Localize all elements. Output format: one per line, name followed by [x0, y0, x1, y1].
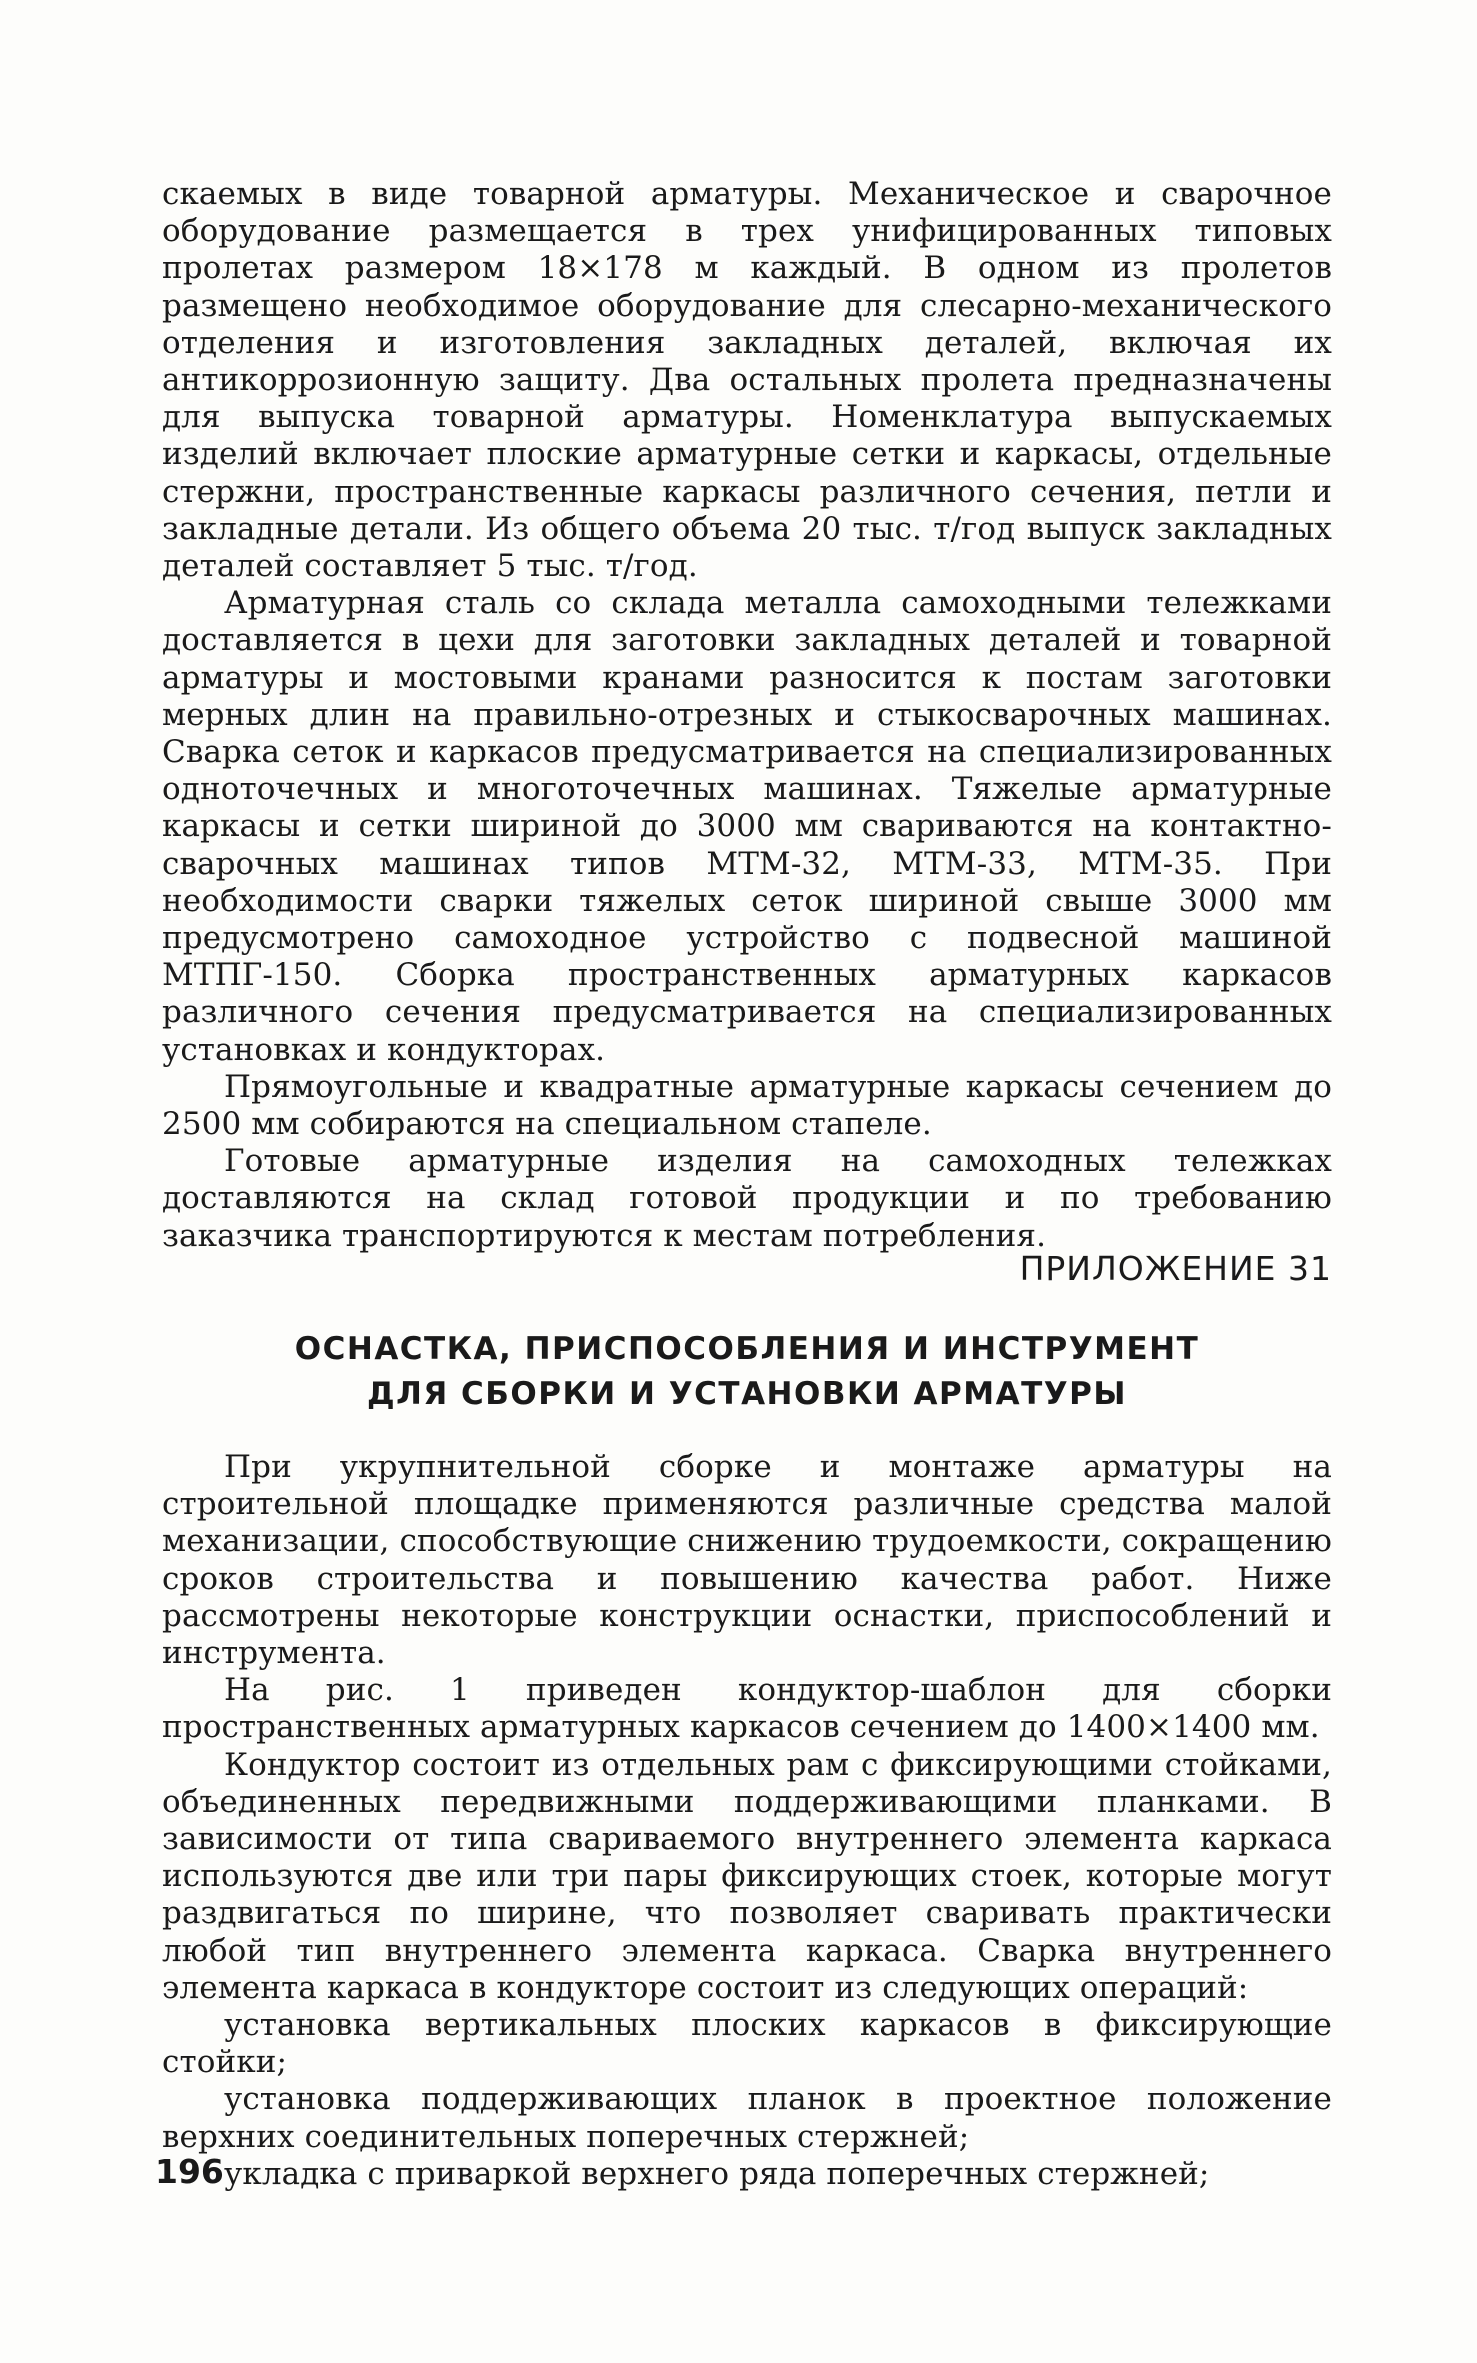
top-text-block — [162, 176, 1332, 1255]
paragraph-reinforcing-steel: Арматурная сталь со склада металла самоходными тележками доставляется в цехи для заготовки закладных деталей и товарной арматуры и мостовыми кранами разносится к постам заготовки мерных длин на правильно-отрезных и стыкосварочных машинах. Сварка сеток и каркасов предусматривается на специализированных одноточечных и многоточечных машинах. Тяжелые арматурные каркасы и сетки шириной до 3000 мм свариваются на контактно-сварочных машинах типов МТМ-32, МТМ-33, МТМ-35. При необходимости сварки тяжелых сеток шириной свыше 3000 мм предусмотрено самоходное устройство с подвесной машиной МТПГ-150. Сборка пространственных арматурных каркасов различного сечения предусматривается на специализированных установках и кондукторах. — [162, 585, 1332, 1068]
paragraph-intro: При укрупнительной сборке и монтаже арматуры на строительной площадке применяются различные средства малой механизации, способствующие снижению трудоемкости, сокращению сроков строительства и повышению качества работ. Ниже рассмотрены некоторые конструкции оснастки, приспособлений и инструмента. — [162, 1449, 1332, 1672]
paragraph-finished-products: Готовые арматурные изделия на самоходных тележках доставляются на склад готовой продукции и по требованию заказчика транспортируются к местам потребления. — [162, 1143, 1332, 1254]
section-title-line-2: ДЛЯ СБОРКИ И УСТАНОВКИ АРМАТУРЫ — [366, 1376, 1127, 1412]
paragraph-figure-reference: На рис. 1 приведен кондуктор-шаблон для сборки пространственных арматурных каркасов сечением до 1400×1400 мм. — [162, 1672, 1332, 1746]
page-number: 196 — [155, 2152, 224, 2191]
bottom-text-block — [162, 1449, 1332, 2193]
list-item-operation-1: установка вертикальных плоских каркасов в фиксирующие стойки; — [162, 2007, 1332, 2081]
section-title — [162, 1327, 1332, 1417]
paragraph-continuation: скаемых в виде товарной арматуры. Механическое и сварочное оборудование размещается в трех унифицированных типовых пролетах размером 18×178 м каждый. В одном из пролетов размещено необходимое оборудование для слесарно-механического отделения и изготовления закладных деталей, включая их антикоррозионную защиту. Два остальных пролета предназначены для выпуска товарной арматуры. Номенклатура выпускаемых изделий включает плоские арматурные сетки и каркасы, отдельные стержни, пространственные каркасы различного сечения, петли и закладные детали. Из общего объема 20 тыс. т/год выпуск закладных деталей составляет 5 тыс. т/год. — [162, 176, 1332, 585]
paragraph-rectangular-frames: Прямоугольные и квадратные арматурные каркасы сечением до 2500 мм собираются на специальном стапеле. — [162, 1068, 1332, 1143]
list-item-operation-2: установка поддерживающих планок в проектное положение верхних соединительных поперечных стержней; — [162, 2081, 1332, 2155]
list-item-operation-3: укладка с приваркой верхнего ряда поперечных стержней; — [224, 2155, 1210, 2192]
appendix-label: ПРИЛОЖЕНИЕ 31 — [1019, 1249, 1332, 1288]
paragraph-jig-description: Кондуктор состоит из отдельных рам с фиксирующими стойками, объединенных передвижными поддерживающими планками. В зависимости от типа свариваемого внутреннего элемента каркаса используются две или три пары фиксирующих стоек, которые могут раздвигаться по ширине, что позволяет сваривать практически любой тип внутреннего элемента каркаса. Сварка внутреннего элемента каркаса в кондукторе состоит из следующих операций: — [162, 1746, 1332, 2006]
section-title-line-1: ОСНАСТКА, ПРИСПОСОБЛЕНИЯ И ИНСТРУМЕНТ — [294, 1331, 1200, 1367]
